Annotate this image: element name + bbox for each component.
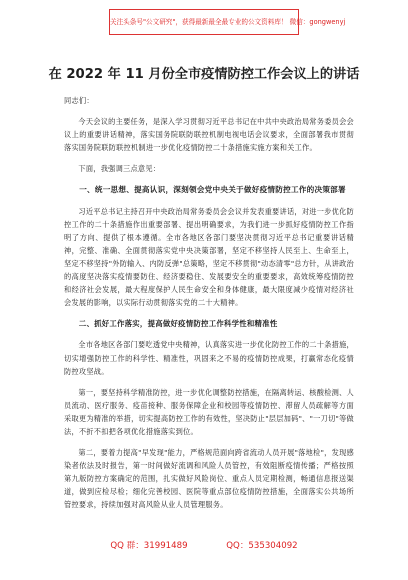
contact-footer <box>0 539 408 551</box>
section-1-heading: 一、统一思想、提高认识，深刻领会党中央关于做好疫情防控工作的决策部署 <box>79 185 346 195</box>
promo-banner: 关注头条号"公文研究"，获得最新最全最专业的公文资料库！ 微信：gongwenyj <box>109 9 299 35</box>
section-1-paragraph: 习近平总书记主持召开中央政治局常务委员会会议并发表重要讲话，对进一步优化防控工作的二十条措施作出重要部署、提出明确要求，为我们进一步抓好疫情防控工作指明了方向、提供了根本遵循。全市各地区各部门要坚决贯彻习近平总书记重要讲话精神，完整、准确、全面贯彻落实党中央决策部署，坚定不移坚持人民至上、生命至上，坚定不移坚持"外防输入、内防反弹"总策略，坚定不移贯彻"动态清零"总方针，从讲政治的高度坚决落实疫情要防住、经济要稳住、发展要安全的重要要求，高效统筹疫情防控和经济社会发展，最大程度保护人民生命安全和身体健康，最大限度减少疫情对经济社会发展的影响，以实际行动贯彻落实党的二十大精神。 <box>64 206 354 308</box>
qq-group-text: QQ 群：31991489 <box>110 541 188 551</box>
section-2-heading: 二、抓好工作落实，提高做好疫情防控工作科学性和精准性 <box>78 319 278 329</box>
point-2-paragraph: 第二，要着力提高"早发现"能力，严格规范面向跨省流动人员开展"落地检"，发现感染者依法及时报告，第一时间做好流调和风险人员管控，有效阻断疫情传播；严格按照第九版防控方案确定的范围，扎实做好风险岗位、重点人员定期检测，畅通信息报送渠道，做到应检尽检；细化完善校园、医院等重点部位疫情防控措施，全面落实公共场所管控要求，持续加强对高风险从业人员管理服务。 <box>64 448 354 510</box>
lead-in-paragraph: 下面，我强调三点意见： <box>78 164 161 174</box>
document-title: 在 2022 年 11 月份全市疫情防控工作会议上的讲话 <box>48 67 360 82</box>
point-1-paragraph: 第一，要坚持科学精准防控，进一步优化调整防控措施，在隔离转运、核酸检测、人员流动、医疗服务、疫苗接种、服务保障企业和校园等疫情防控、滞留人员疏解等方面采取更为精准的举措，切实提高防控工作的有效性，坚决防止"层层加码"、"一刀切"等做法，不折不扣把各项优化措施落实到位。 <box>64 387 354 436</box>
section-2-intro-paragraph: 全市各地区各部门要吃透党中央精神，认真落实进一步优化防控工作的二十条措施，切实增强防控工作的科学性、精准性，巩固来之不易的疫情防控成果，打赢常态化疫情防控攻坚战。 <box>64 340 354 376</box>
intro-paragraph: 今天会议的主要任务，是深入学习贯彻习近平总书记在中共中央政治局常务委员会会议上的重要讲话精神，落实国务院联防联控机制电视电话会议要求，全面部署我市贯彻落实国务院联防联控机制进一步优化疫情防控二十条措施实施方案和关工作。 <box>64 117 354 153</box>
greeting: 同志们： <box>64 96 94 105</box>
qq-number-text: QQ：535304092 <box>226 541 298 551</box>
document-body <box>64 94 354 520</box>
